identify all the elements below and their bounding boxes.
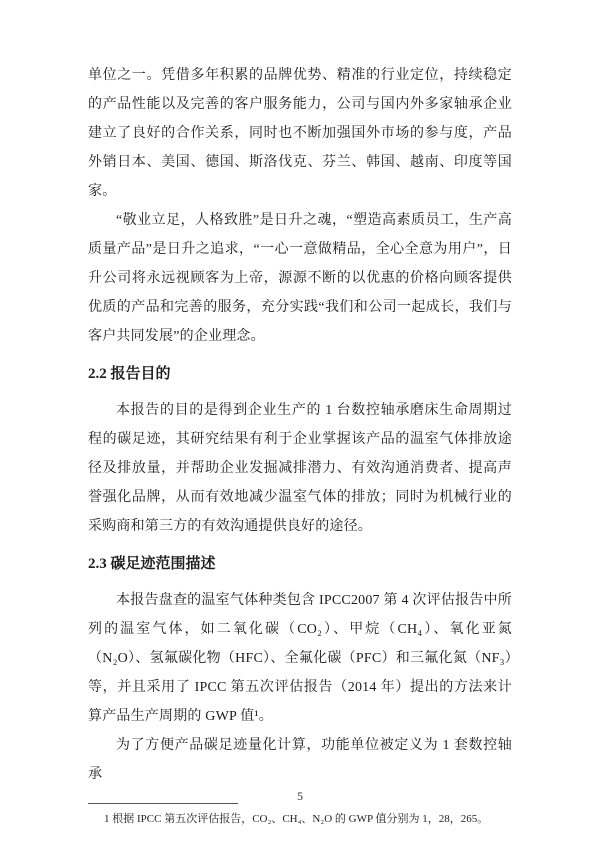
paragraph-ghg-scope: 本报告盘查的温室气体种类包含 IPCC2007 第 4 次评估报告中所列的温室气体，如二氧化碳（CO₂）、甲烷（CH₄）、氧化亚氮（N₂O）、氢氟碳化物（HFC）、全氟化碳（PFC）和三氟化氮（NF₃）等，并且采用了 IPCC 第五次评估报告（2014 年）提出的方法来计算产品生产周期的 GWP 值¹。 — [88, 593, 512, 724]
paragraph-company-culture: “敬业立足，人格致胜”是日升之魂，“塑造高素质员工，生产高质量产品”是日升之追求，“一心一意做精品，全心全意为用户”，日升公司将永远视顾客为上帝，源源不断的以优惠的价格向顾客提供优质的产品和完善的服务，充分实践“我们和公司一起成长，我们与客户共同发展”的企业理念。 — [88, 213, 512, 344]
section-heading-report-purpose: 2.2 报告目的 — [88, 366, 171, 382]
page-number: 5 — [297, 789, 303, 803]
section-heading-carbon-footprint-scope: 2.3 碳足迹范围描述 — [88, 556, 216, 572]
footnote-gwp-values: 1 根据 IPCC 第五次评估报告，CO₂、CH₄、N₂O 的 GWP 值分别为 1，28，265。 — [104, 813, 489, 825]
paragraph-company-intro-continuation: 单位之一。凭借多年积累的品牌优势、精准的行业定位，持续稳定的产品性能以及完善的客户服务能力，公司与国内外多家轴承企业建立了良好的合作关系，同时也不断加强国外市场的参与度，产品外销日本、美国、德国、斯洛伐克、芬兰、韩国、越南、印度等国家。 — [88, 68, 512, 199]
paragraph-functional-unit: 为了方便产品碳足迹量化计算，功能单位被定义为 1 套数控轴承 — [88, 738, 512, 782]
paragraph-report-purpose: 本报告的目的是得到企业生产的 1 台数控轴承磨床生命周期过程的碳足迹，其研究结果有利于企业掌握该产品的温室气体排放途径及排放量，并帮助企业发掘减排潜力、有效沟通消费者、提高声誉强化品牌，从而有效地减少温室气体的排放；同时为机械行业的采购商和第三方的有效沟通提供良好的途径。 — [88, 403, 512, 534]
footnote-section — [88, 803, 512, 828]
